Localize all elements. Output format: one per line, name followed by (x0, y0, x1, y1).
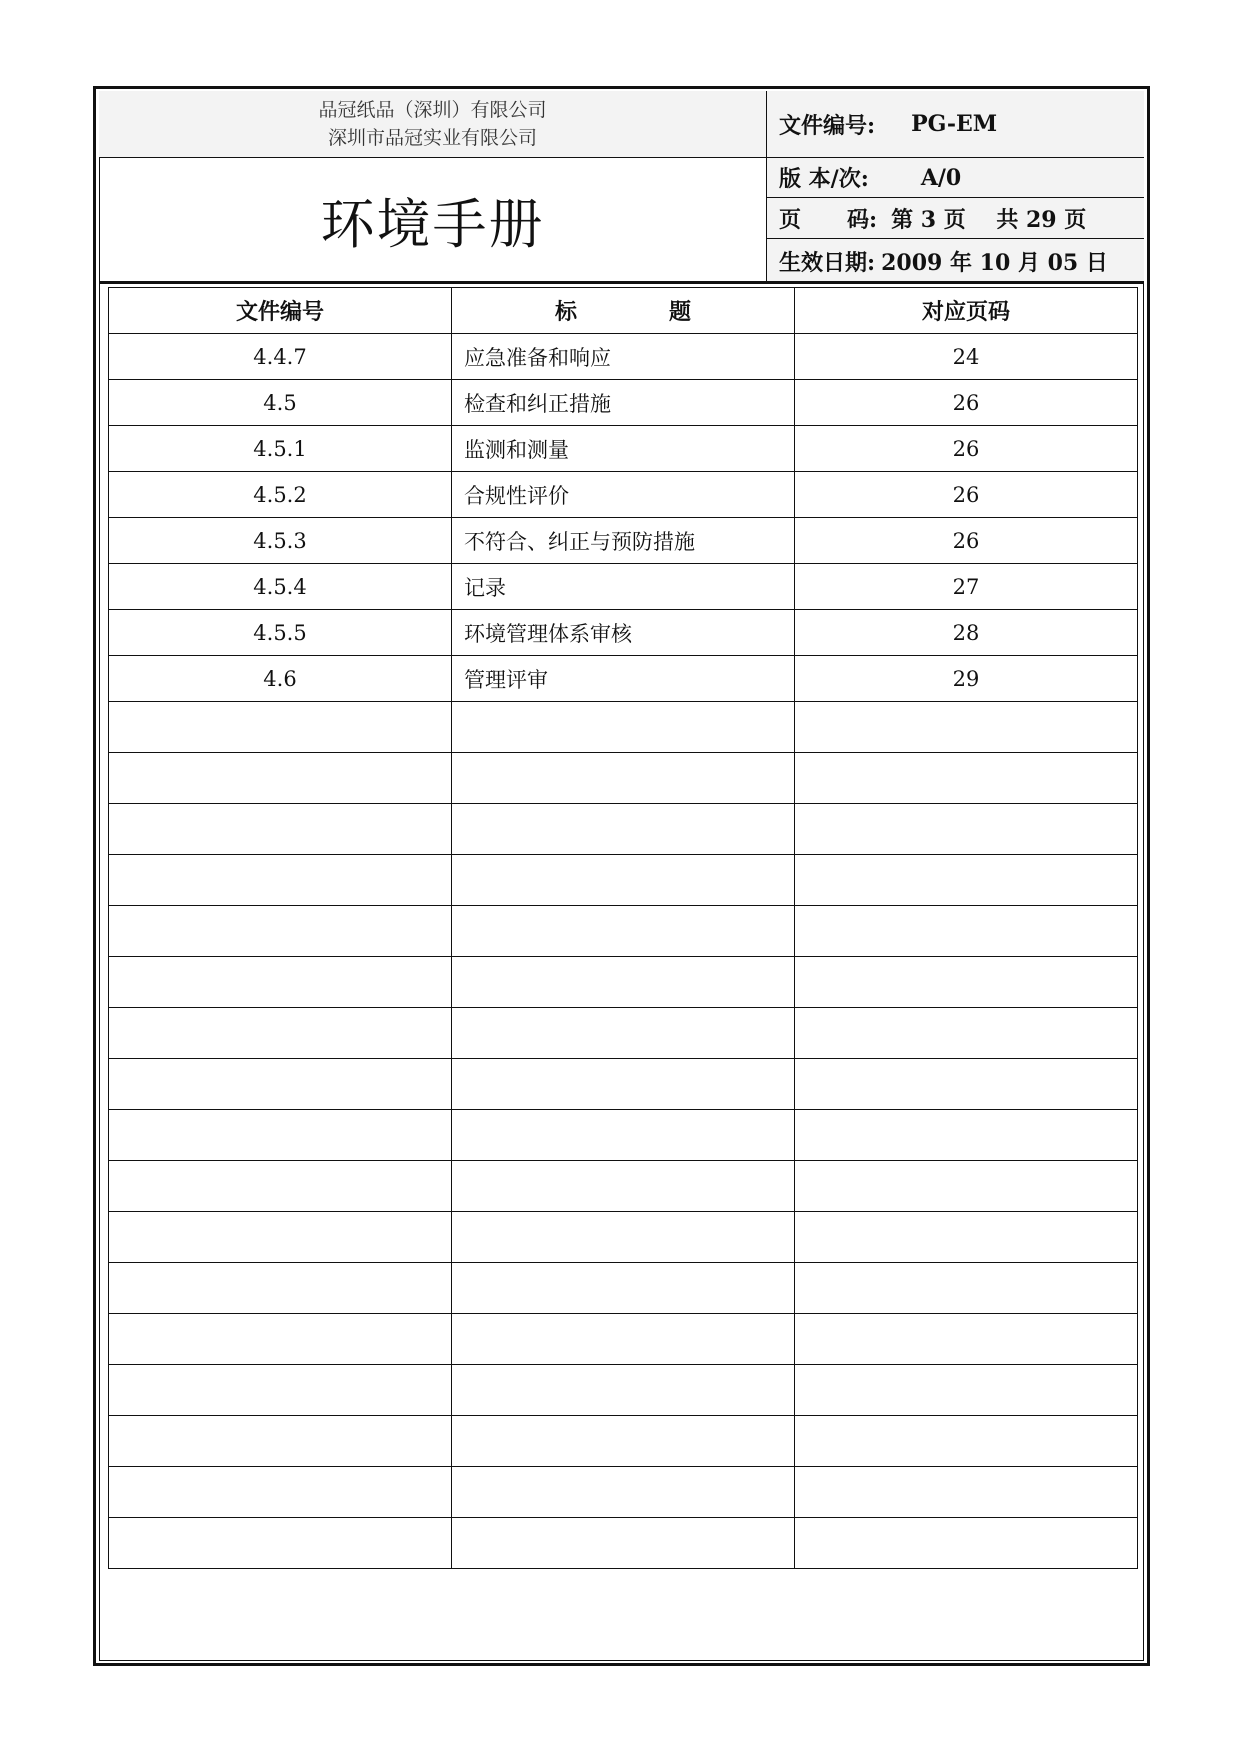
page-number-cell: 26 (795, 426, 1138, 472)
empty-cell (795, 855, 1138, 906)
section-number-cell: 4.4.7 (109, 334, 452, 380)
effective-date-row (767, 239, 1144, 283)
page-number-cell: 26 (795, 518, 1138, 564)
empty-cell (452, 1518, 795, 1569)
document-title: 环境手册 (320, 193, 545, 256)
empty-cell (452, 804, 795, 855)
empty-cell (109, 753, 452, 804)
header-divider (99, 281, 1144, 284)
section-title-cell: 检查和纠正措施 (452, 380, 795, 426)
page-number-label: 页 码: (779, 206, 878, 233)
empty-table-row (109, 1467, 1138, 1518)
empty-cell (109, 804, 452, 855)
contents-table (108, 287, 1138, 1569)
empty-cell (452, 1212, 795, 1263)
empty-table-row (109, 1161, 1138, 1212)
section-title-cell: 不符合、纠正与预防措施 (452, 518, 795, 564)
empty-table-row (109, 804, 1138, 855)
empty-cell (452, 753, 795, 804)
section-number-cell: 4.5.1 (109, 426, 452, 472)
empty-table-row (109, 1314, 1138, 1365)
table-row (109, 610, 1138, 656)
file-number-value: PG-EM (911, 111, 998, 137)
empty-cell (452, 1314, 795, 1365)
empty-cell (795, 702, 1138, 753)
table-row (109, 426, 1138, 472)
company-line-2: 深圳市品冠实业有限公司 (327, 127, 537, 149)
empty-cell (109, 957, 452, 1008)
column-header-title: 标 题 (452, 288, 795, 334)
effective-date-value: 2009 年 10 月 05 日 (881, 249, 1108, 276)
empty-cell (109, 1212, 452, 1263)
empty-table-row (109, 1110, 1138, 1161)
empty-cell (452, 1008, 795, 1059)
empty-table-row (109, 1518, 1138, 1569)
section-title-cell: 合规性评价 (452, 472, 795, 518)
file-number-row (767, 91, 1144, 158)
empty-cell (795, 906, 1138, 957)
empty-table-row (109, 1059, 1138, 1110)
empty-cell (795, 1365, 1138, 1416)
empty-cell (109, 1365, 452, 1416)
empty-cell (452, 1416, 795, 1467)
empty-cell (452, 1110, 795, 1161)
empty-cell (452, 1263, 795, 1314)
table-row (109, 472, 1138, 518)
page-number-value: 第 3 页 共 29 页 (891, 206, 1087, 233)
empty-cell (109, 1518, 452, 1569)
empty-table-row (109, 1365, 1138, 1416)
empty-cell (109, 1416, 452, 1467)
page-number-cell: 28 (795, 610, 1138, 656)
empty-cell (109, 1467, 452, 1518)
page-number-cell: 27 (795, 564, 1138, 610)
empty-cell (795, 1416, 1138, 1467)
empty-table-row (109, 1212, 1138, 1263)
empty-cell (109, 1161, 452, 1212)
version-value: A/0 (920, 164, 962, 191)
empty-cell (452, 1161, 795, 1212)
column-header-file-number: 文件编号 (109, 288, 452, 334)
document-header (99, 91, 1144, 283)
section-number-cell: 4.5.2 (109, 472, 452, 518)
empty-cell (109, 1263, 452, 1314)
section-number-cell: 4.6 (109, 656, 452, 702)
empty-cell (452, 702, 795, 753)
empty-cell (795, 1008, 1138, 1059)
section-title-cell: 监测和测量 (452, 426, 795, 472)
empty-cell (109, 1059, 452, 1110)
page-number-cell: 29 (795, 656, 1138, 702)
page-number-cell: 24 (795, 334, 1138, 380)
empty-cell (795, 1263, 1138, 1314)
empty-table-row (109, 1263, 1138, 1314)
empty-cell (109, 1110, 452, 1161)
empty-cell (452, 855, 795, 906)
empty-table-row (109, 1008, 1138, 1059)
empty-cell (452, 957, 795, 1008)
table-row (109, 656, 1138, 702)
empty-cell (109, 855, 452, 906)
section-number-cell: 4.5.3 (109, 518, 452, 564)
section-title-cell: 记录 (452, 564, 795, 610)
empty-cell (795, 1212, 1138, 1263)
empty-cell (795, 1161, 1138, 1212)
column-header-page: 对应页码 (795, 288, 1138, 334)
contents-table-body (109, 334, 1138, 1569)
empty-table-row (109, 855, 1138, 906)
empty-cell (795, 804, 1138, 855)
empty-cell (795, 957, 1138, 1008)
company-names (99, 91, 767, 158)
empty-cell (795, 1467, 1138, 1518)
title-cell (99, 158, 767, 283)
empty-cell (109, 1314, 452, 1365)
empty-cell (795, 753, 1138, 804)
empty-cell (452, 1365, 795, 1416)
section-title-cell: 环境管理体系审核 (452, 610, 795, 656)
empty-cell (795, 1314, 1138, 1365)
empty-table-row (109, 1416, 1138, 1467)
empty-cell (452, 1467, 795, 1518)
page-number-cell: 26 (795, 472, 1138, 518)
table-row (109, 518, 1138, 564)
table-row (109, 564, 1138, 610)
empty-cell (109, 702, 452, 753)
section-number-cell: 4.5.5 (109, 610, 452, 656)
section-title-cell: 应急准备和响应 (452, 334, 795, 380)
empty-cell (452, 906, 795, 957)
section-title-cell: 管理评审 (452, 656, 795, 702)
document-meta (767, 91, 1144, 283)
empty-cell (795, 1518, 1138, 1569)
empty-table-row (109, 702, 1138, 753)
version-row (767, 158, 1144, 198)
empty-cell (795, 1059, 1138, 1110)
company-line-1: 品冠纸品（深圳）有限公司 (318, 99, 547, 121)
empty-table-row (109, 753, 1138, 804)
empty-table-row (109, 906, 1138, 957)
page-number-row (767, 198, 1144, 239)
empty-cell (109, 1008, 452, 1059)
section-number-cell: 4.5 (109, 380, 452, 426)
page-number-cell: 26 (795, 380, 1138, 426)
table-row (109, 334, 1138, 380)
contents-table-header (109, 288, 1138, 334)
version-label: 版 本/次: (779, 166, 869, 192)
empty-cell (109, 906, 452, 957)
section-number-cell: 4.5.4 (109, 564, 452, 610)
empty-cell (795, 1110, 1138, 1161)
file-number-label: 文件编号: (779, 112, 876, 139)
table-row (109, 380, 1138, 426)
effective-date-label: 生效日期: (779, 249, 876, 276)
empty-table-row (109, 957, 1138, 1008)
empty-cell (452, 1059, 795, 1110)
